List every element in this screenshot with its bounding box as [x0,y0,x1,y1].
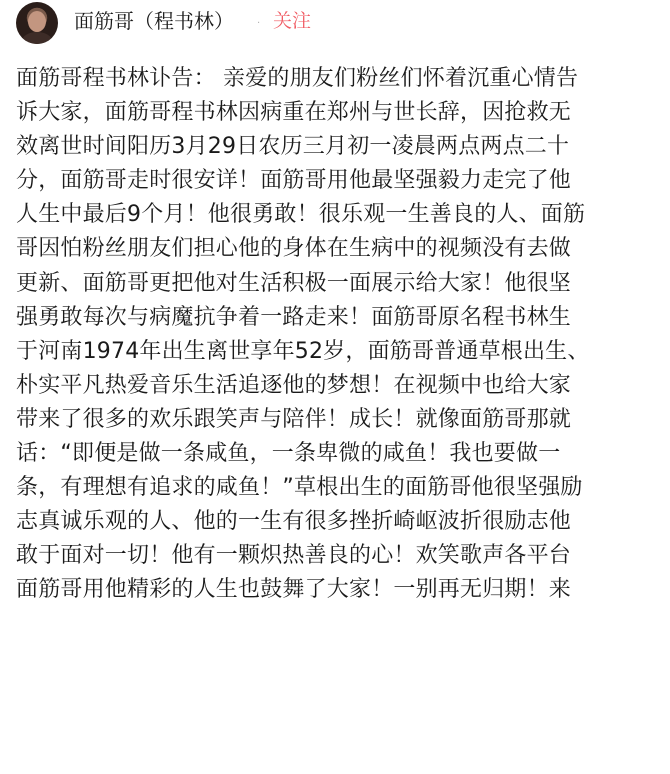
post-header [0,0,670,48]
post-line: 哥因怕粉丝朋友们担心他的身体在生病中的视频没有去做 [16,236,572,262]
post-line: 志真诚乐观的人、他的一生有很多挫折崎岖波折很励志他 [16,509,572,535]
username[interactable]: 面筋哥（程书林） [74,9,234,33]
avatar-body [22,32,52,44]
post-line: 诉大家，面筋哥程书林因病重在郑州与世长辞，因抢救无 [16,100,572,126]
separator-dot: · [257,18,261,29]
avatar[interactable] [16,2,58,44]
post-line: 面筋哥程书林讣告： 亲爱的朋友们粉丝们怀着沉重心情告 [16,66,579,91]
post-body [16,62,660,608]
post-line: 效离世时间阳历3月29日农历三月初一凌晨两点两点二十 [16,134,570,160]
post-line: 人生中最后9个月！他很勇敢！很乐观一生善良的人、面筋 [16,202,586,228]
post-line: 带来了很多的欢乐跟笑声与陪伴！成长！就像面筋哥那就 [16,406,572,432]
follow-button[interactable]: 关注 [273,10,312,32]
post-line: 更新、面筋哥更把他对生活积极一面展示给大家！他很坚 [16,270,572,296]
post-line: 朴实平凡热爱音乐生活追逐他的梦想！在视频中也给大家 [16,372,572,398]
post-line: 面筋哥用他精彩的人生也鼓舞了大家！一别再无归期！来 [16,577,572,603]
post-line: 强勇敢每次与病魔抗争着一路走来！面筋哥原名程书林生 [16,304,572,330]
post-line: 于河南1974年出生离世享年52岁，面筋哥普通草根出生、 [16,338,590,364]
post-line: 话：“即便是做一条咸鱼，一条卑微的咸鱼！我也要做一 [16,441,561,467]
post-line: 条，有理想有追求的咸鱼！”草根出生的面筋哥他很坚强励 [16,475,583,501]
post-line: 分，面筋哥走时很安详！面筋哥用他最坚强毅力走完了他 [16,168,572,194]
post-line: 敢于面对一切！他有一颗炽热善良的心！欢笑歌声各平台 [16,543,572,569]
avatar-face [28,11,46,32]
